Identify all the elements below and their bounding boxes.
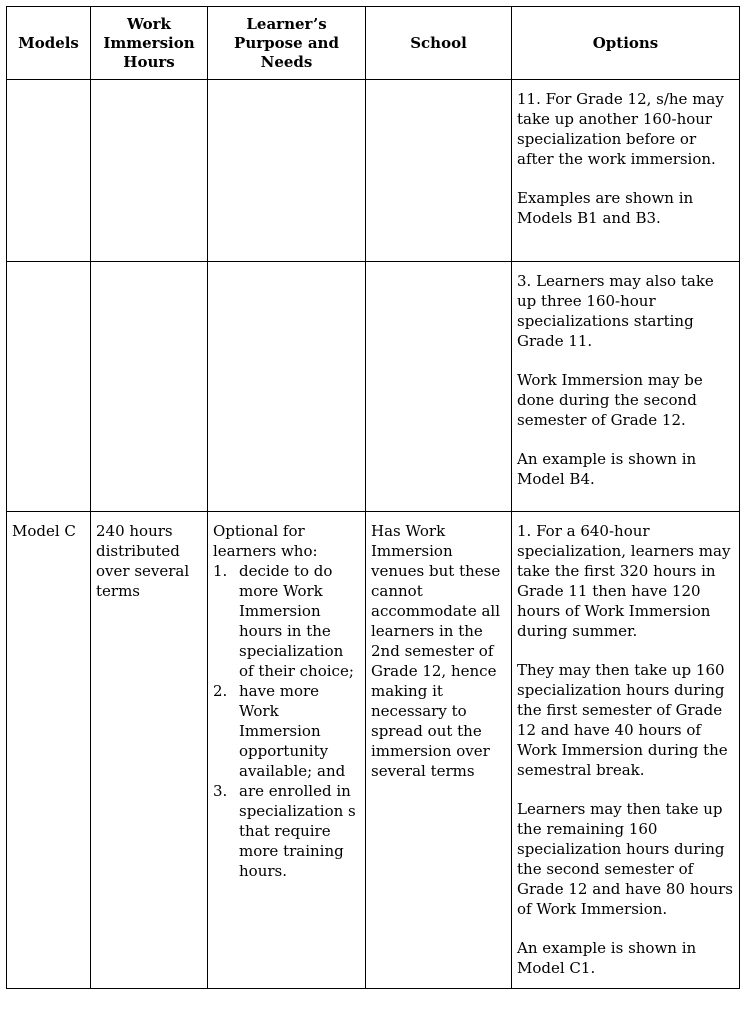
options-cell: [512, 262, 740, 512]
list-item-text: have more Work Immersion opportunity available; and: [239, 682, 346, 780]
list-number: 1.: [213, 562, 228, 580]
school-cell-empty: [366, 80, 512, 262]
options-cell: [512, 80, 740, 262]
list-number: 2.: [213, 682, 228, 700]
school-cell-empty: [366, 262, 512, 512]
hours-cell-empty: [91, 80, 208, 262]
purpose-cell-empty: [208, 80, 366, 262]
work-immersion-models-table: [6, 6, 740, 989]
options-paragraph: 1. For a 640-hour specialization, learners may take the first 320 hours in Grade 11 then have 120 hours of Work Immersion during summer.: [517, 522, 731, 640]
table-row: [7, 512, 740, 989]
purpose-cell: [208, 512, 366, 989]
models-cell-empty: [7, 80, 91, 262]
purpose-cell-empty: [208, 262, 366, 512]
options-cell: [512, 512, 740, 989]
options-paragraph: An example is shown in Model B4.: [517, 450, 697, 488]
purpose-list: [213, 561, 360, 881]
list-item: [213, 681, 360, 781]
options-paragraph: 11. For Grade 12, s/he may take up another 160-hour specialization before or after the work immersion.: [517, 90, 724, 168]
list-item-text: decide to do more Work Immersion hours in the specialization of their choice;: [239, 562, 354, 680]
list-item: [213, 561, 360, 681]
table-header-row: [7, 7, 740, 80]
table-row: [7, 262, 740, 512]
model-name-cell: Model C: [7, 512, 91, 989]
purpose-intro: Optional for learners who:: [213, 522, 318, 560]
hours-cell: 240 hours distributed over several terms: [91, 512, 208, 989]
list-number: 3.: [213, 782, 228, 800]
options-paragraph: An example is shown in Model C1.: [517, 939, 697, 977]
school-cell: Has Work Immersion venues but these cannot accommodate all learners in the 2nd semester of Grade 12, hence making it necessary to spread out the immersion over several terms: [366, 512, 512, 989]
header-models: Models: [7, 7, 91, 80]
models-cell-empty: [7, 262, 91, 512]
options-paragraph: Examples are shown in Models B1 and B3.: [517, 189, 694, 227]
table-row: [7, 80, 740, 262]
header-work-immersion-hours: Work Immersion Hours: [91, 7, 208, 80]
options-paragraph: Work Immersion may be done during the second semester of Grade 12.: [517, 371, 703, 429]
header-school: School: [366, 7, 512, 80]
options-paragraph: 3. Learners may also take up three 160-hour specializations starting Grade 11.: [517, 272, 714, 350]
list-item-text: are enrolled in specialization s that require more training hours.: [239, 782, 356, 880]
options-paragraph: Learners may then take up the remaining 160 specialization hours during the second semester of Grade 12 and have 80 hours of Work Immersion.: [517, 800, 733, 918]
list-item: [213, 781, 360, 881]
hours-cell-empty: [91, 262, 208, 512]
options-paragraph: They may then take up 160 specialization hours during the first semester of Grade 12 and have 40 hours of Work Immersion during the semestral break.: [517, 661, 728, 779]
header-options: Options: [512, 7, 740, 80]
header-learners-purpose: Learner’s Purpose and Needs: [208, 7, 366, 80]
